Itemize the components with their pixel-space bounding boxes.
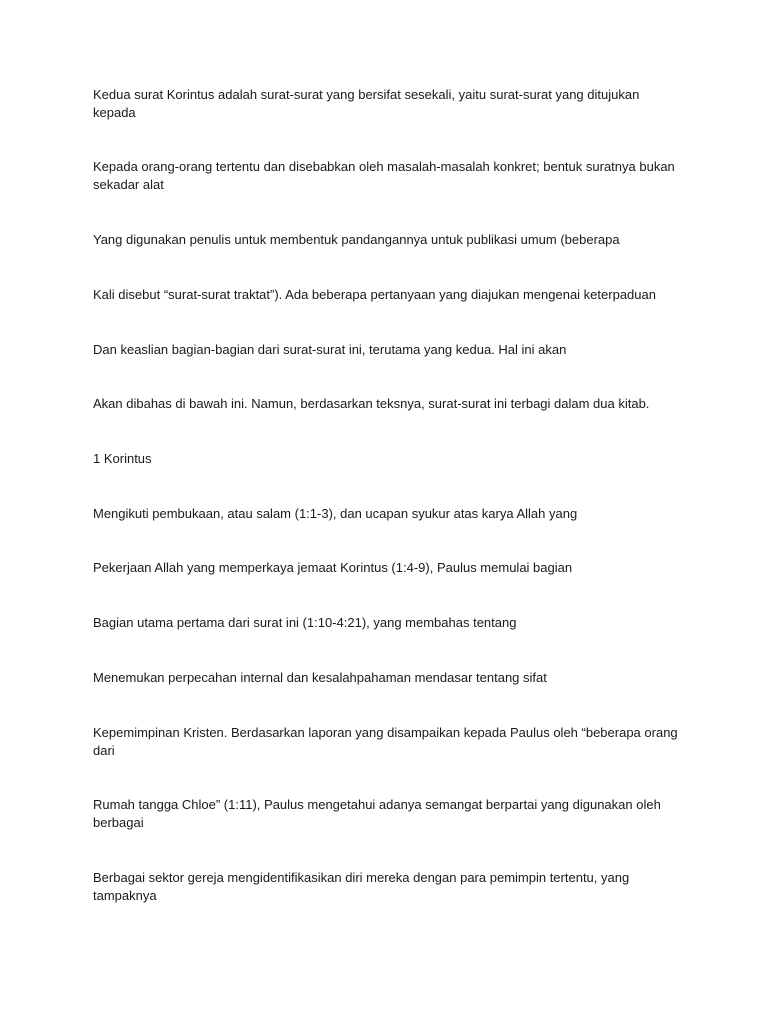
paragraph-text: Bagian utama pertama dari surat ini (1:10-4:21), yang membahas tentang xyxy=(93,615,517,630)
paragraph-text: Rumah tangga Chloe” (1:11), Paulus mengetahui adanya semangat berpartai yang digunakan oleh berbagai xyxy=(93,797,661,830)
paragraph-text: Menemukan perpecahan internal dan kesalahpahaman mendasar tentang sifat xyxy=(93,670,547,685)
paragraph-text: Kedua surat Korintus adalah surat-surat yang bersifat sesekali, yaitu surat-surat yang ditujukan kepada xyxy=(93,87,640,120)
paragraph-text: Kepemimpinan Kristen. Berdasarkan laporan yang disampaikan kepada Paulus oleh “beberapa orang dari xyxy=(93,725,678,758)
paragraph-text: Dan keaslian bagian-bagian dari surat-surat ini, terutama yang kedua. Hal ini akan xyxy=(93,342,567,357)
paragraph-text: Berbagai sektor gereja mengidentifikasikan diri mereka dengan para pemimpin tertentu, yang tampaknya xyxy=(93,870,630,903)
paragraph-text: Yang digunakan penulis untuk membentuk pandangannya untuk publikasi umum (beberapa xyxy=(93,232,620,247)
section-heading: 1 Korintus xyxy=(93,451,152,466)
paragraph-text: Kali disebut “surat-surat traktat”). Ada beberapa pertanyaan yang diajukan mengenai keterpaduan xyxy=(93,287,656,302)
paragraph-text: Akan dibahas di bawah ini. Namun, berdasarkan teksnya, surat-surat ini terbagi dalam dua kitab. xyxy=(93,396,650,411)
paragraph-text: Mengikuti pembukaan, atau salam (1:1-3), dan ucapan syukur atas karya Allah yang xyxy=(93,506,578,521)
paragraph-text: Kepada orang-orang tertentu dan disebabkan oleh masalah-masalah konkret; bentuk suratnya bukan sekadar alat xyxy=(93,159,675,192)
paragraph-text: Pekerjaan Allah yang memperkaya jemaat Korintus (1:4-9), Paulus memulai bagian xyxy=(93,560,573,575)
